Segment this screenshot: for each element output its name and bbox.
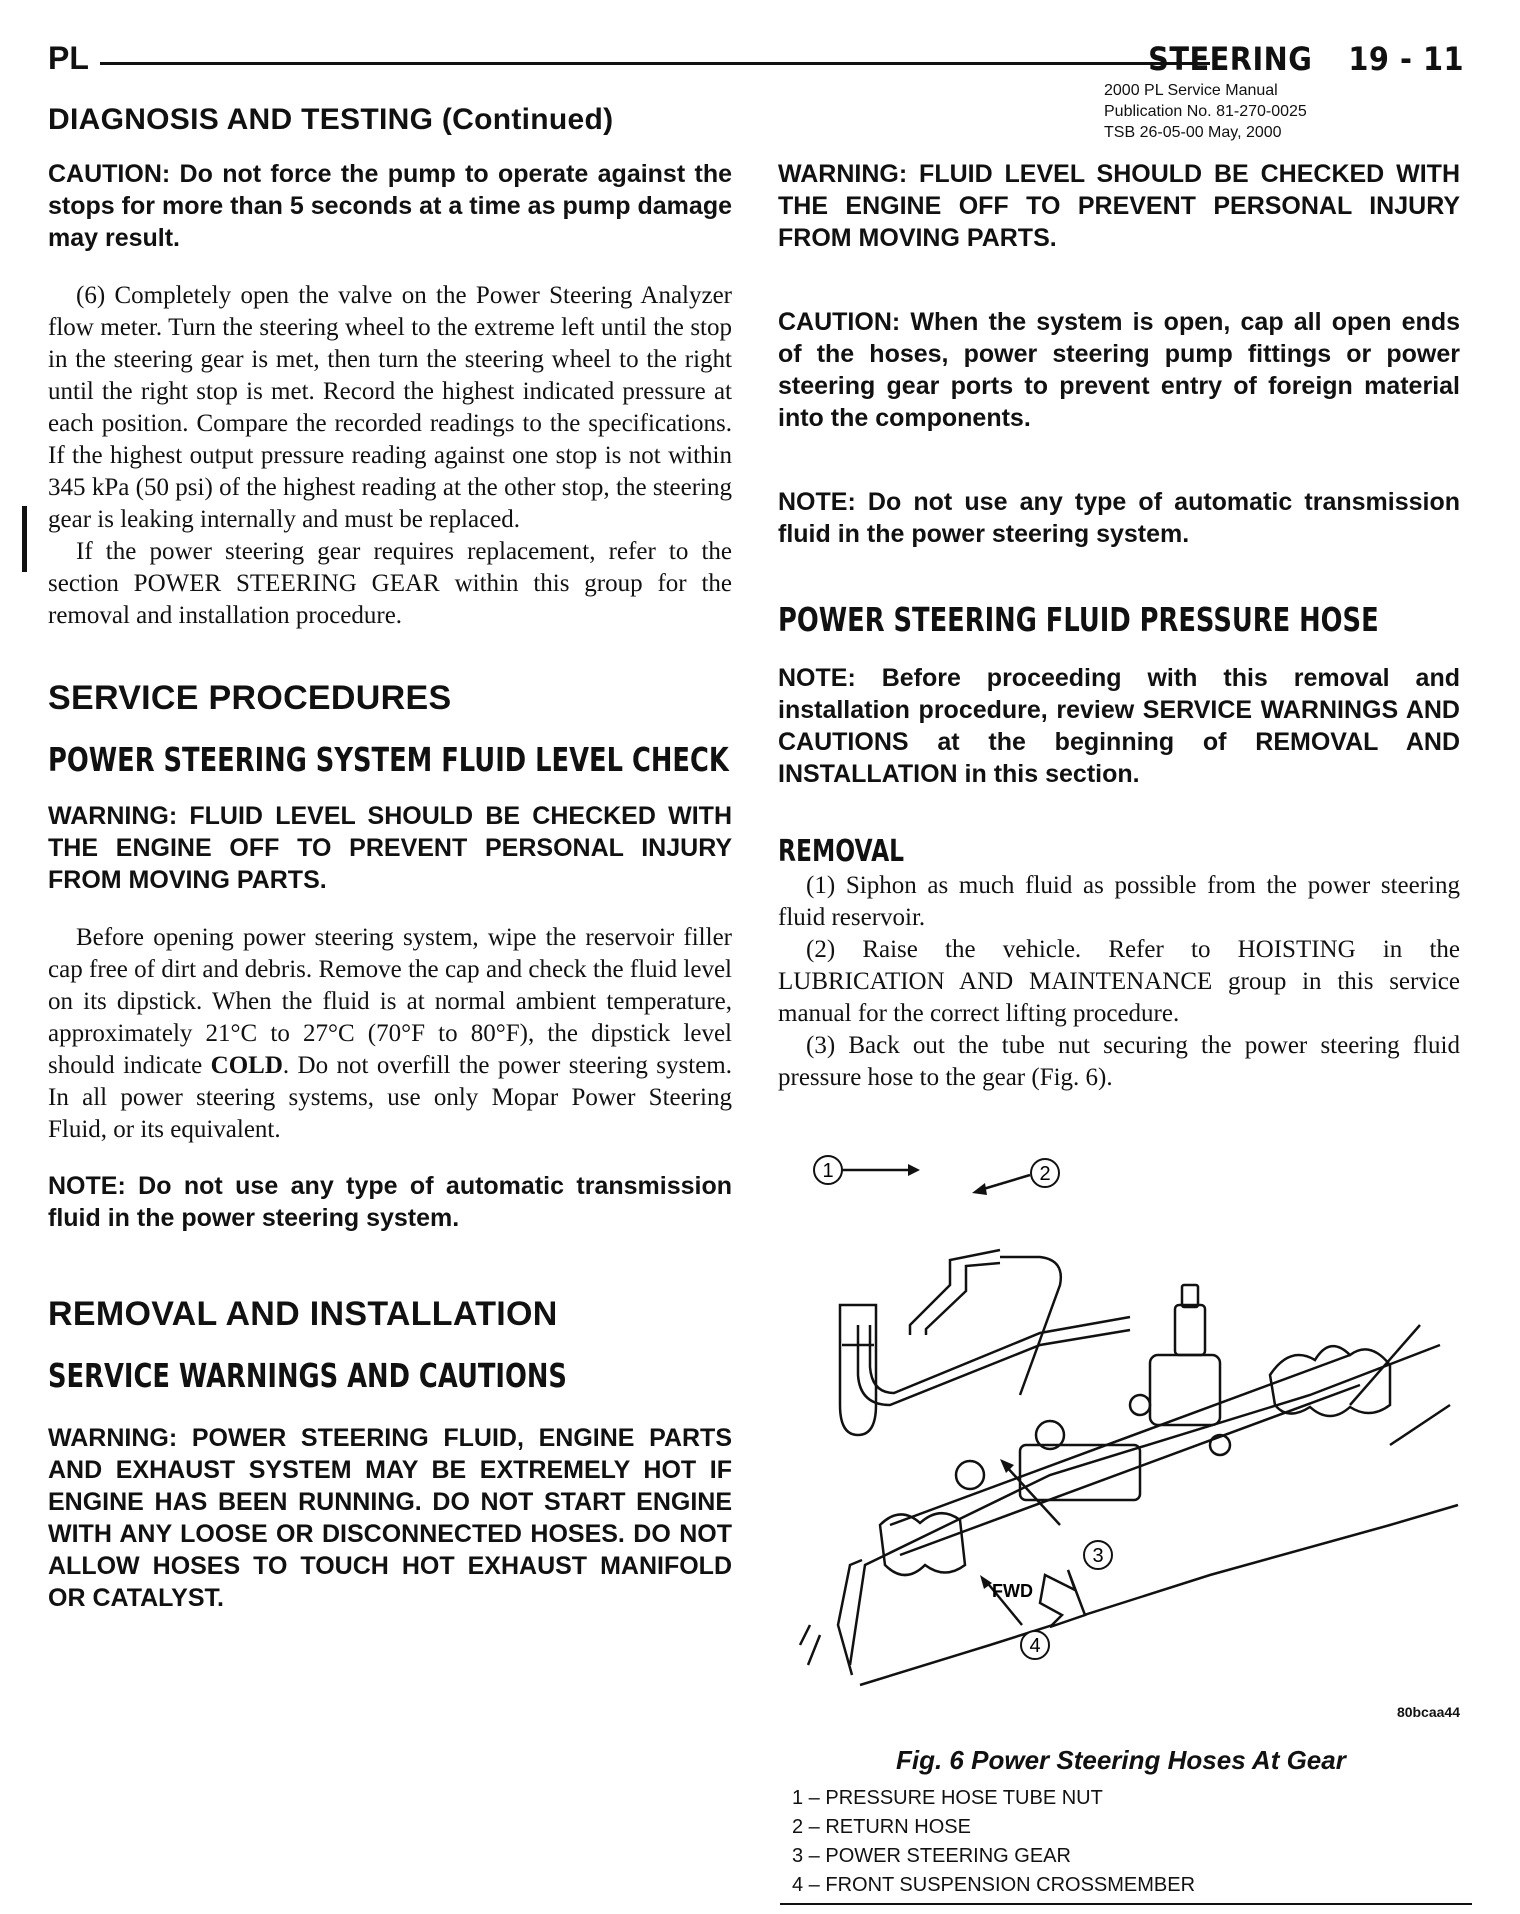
callout-label-2: 2 [1039,1163,1051,1185]
fluid-check-paragraph [48,922,732,1146]
legend-item: 3 – POWER STEERING GEAR [792,1845,1071,1867]
legend-item: 4 – FRONT SUSPENSION CROSSMEMBER [792,1874,1196,1896]
publication-info [1104,80,1307,143]
gear-replacement-paragraph: If the power steering gear requires replacement, refer to the section POWER STEERING GEAR within this group for the removal and installation procedure. [48,538,732,629]
legend-rule [780,1903,1472,1905]
cold-label: COLD [210,1052,283,1079]
figure-power-steering-hoses [790,1145,1460,1705]
heading-removal-installation: REMOVAL AND INSTALLATION [48,1295,558,1333]
note-no-atf: NOTE: Do not use any type of automatic transmission fluid in the power steering system. [48,1172,732,1232]
legend-item: 2 – RETURN HOSE [792,1816,971,1838]
callout-arrowhead [972,1183,987,1195]
page-number: 19 - 11 [1348,40,1464,78]
header-section-title: STEERING [1148,40,1313,78]
steering-gear-illustration [790,1145,1460,1705]
note-no-atf-right: NOTE: Do not use any type of automatic transmission fluid in the power steering system. [778,488,1460,548]
heading-service-warnings: SERVICE WARNINGS AND CAUTIONS [48,1356,567,1395]
revision-change-bar [22,506,27,572]
header-rule [100,62,1210,65]
header-right [1148,40,1464,78]
step-6-paragraph: (6) Completely open the valve on the Power Steering Analyzer flow meter. Turn the steering wheel to the extreme left until the stop in the steering gear is met, then turn the steering wheel to the right until the right stop is met. Record the highest indicated pressure at each position. Compare the recorded readings to the specifications. If the highest output pressure reading against one stop is not within 345 kPa (50 psi) of the highest reading at the other stop, the steering gear is leaking internally and must be replaced. [48,282,732,533]
pub-line: Publication No. 81-270-0025 [1104,103,1307,120]
section-title-diagnosis: DIAGNOSIS AND TESTING (Continued) [48,103,614,136]
heading-removal: REMOVAL [778,834,905,869]
heading-service-procedures: SERVICE PROCEDURES [48,679,452,717]
figure-code: 80bcaa44 [1396,1704,1460,1720]
removal-step-2: (2) Raise the vehicle. Refer to HOISTING in the LUBRICATION AND MAINTENANCE group in this service manual for the correct lifting procedure. [778,936,1460,1027]
warning-fluid-level: WARNING: FLUID LEVEL SHOULD BE CHECKED WITH THE ENGINE OFF TO PREVENT PERSONAL INJURY FROM MOVING PARTS. [48,802,732,894]
warning-hot-parts: WARNING: POWER STEERING FLUID, ENGINE PARTS AND EXHAUST SYSTEM MAY BE EXTREMELY HOT IF ENGINE HAS BEEN RUNNING. DO NOT START ENGINE WITH ANY LOOSE OR DISCONNECTED HOSES. DO NOT ALLOW HOSES TO TOUCH HOT EXHAUST MANIFOLD OR CATALYST. [48,1424,732,1612]
warning-fluid-level-right: WARNING: FLUID LEVEL SHOULD BE CHECKED WITH THE ENGINE OFF TO PREVENT PERSONAL INJURY FROM MOVING PARTS. [778,160,1460,252]
header-section-code: PL [48,40,89,76]
fwd-label: FWD [992,1581,1033,1601]
left-column [48,102,732,1614]
fluid-check-text-a: Before opening power steering system, wipe the reservoir filler cap free of dirt and debris. Remove the cap and check the fluid level on its dipstick. When the fluid is at normal ambient temperature, approximately 21°C to 27°C (70°F to 80°F), the dipstick level should indicate [48,924,732,1079]
heading-fluid-level-check: POWER STEERING SYSTEM FLUID LEVEL CHECK [48,740,729,779]
heading-pressure-hose: POWER STEERING FLUID PRESSURE HOSE [778,600,1379,639]
pub-line: 2000 PL Service Manual [1104,82,1278,99]
caution-pump-stops: CAUTION: Do not force the pump to operate against the stops for more than 5 seconds at a time as pump damage may result. [48,160,732,252]
removal-step-3: (3) Back out the tube nut securing the power steering fluid pressure hose to the gear (Fig. 6). [778,1032,1460,1091]
fluid-check-text-b: . Do not overfill the power steering system. In all power steering systems, use only Mopar Power Steering Fluid, or its equivalent. [48,1052,732,1143]
fwd-arrow-icon [1040,1570,1085,1627]
caution-open-system: CAUTION: When the system is open, cap all open ends of the hoses, power steering pump fittings or power steering gear ports to prevent entry of foreign material into the components. [778,308,1460,432]
callout-arrowhead [908,1164,920,1176]
right-column [778,158,1460,1094]
figure-caption: Fig. 6 Power Steering Hoses At Gear [896,1745,1346,1775]
pub-line: TSB 26-05-00 May, 2000 [1104,124,1282,141]
figure-legend [792,1784,1195,1900]
legend-item: 1 – PRESSURE HOSE TUBE NUT [792,1787,1103,1809]
callout-label-1: 1 [822,1160,834,1182]
note-review-warnings: NOTE: Before proceeding with this removal and installation procedure, review SERVICE WARNINGS AND CAUTIONS at the beginning of REMOVAL AND INSTALLATION in this section. [778,664,1460,788]
removal-step-1: (1) Siphon as much fluid as possible from the power steering fluid reservoir. [778,872,1460,931]
callout-label-4: 4 [1029,1635,1041,1657]
callout-label-3: 3 [1092,1545,1104,1567]
